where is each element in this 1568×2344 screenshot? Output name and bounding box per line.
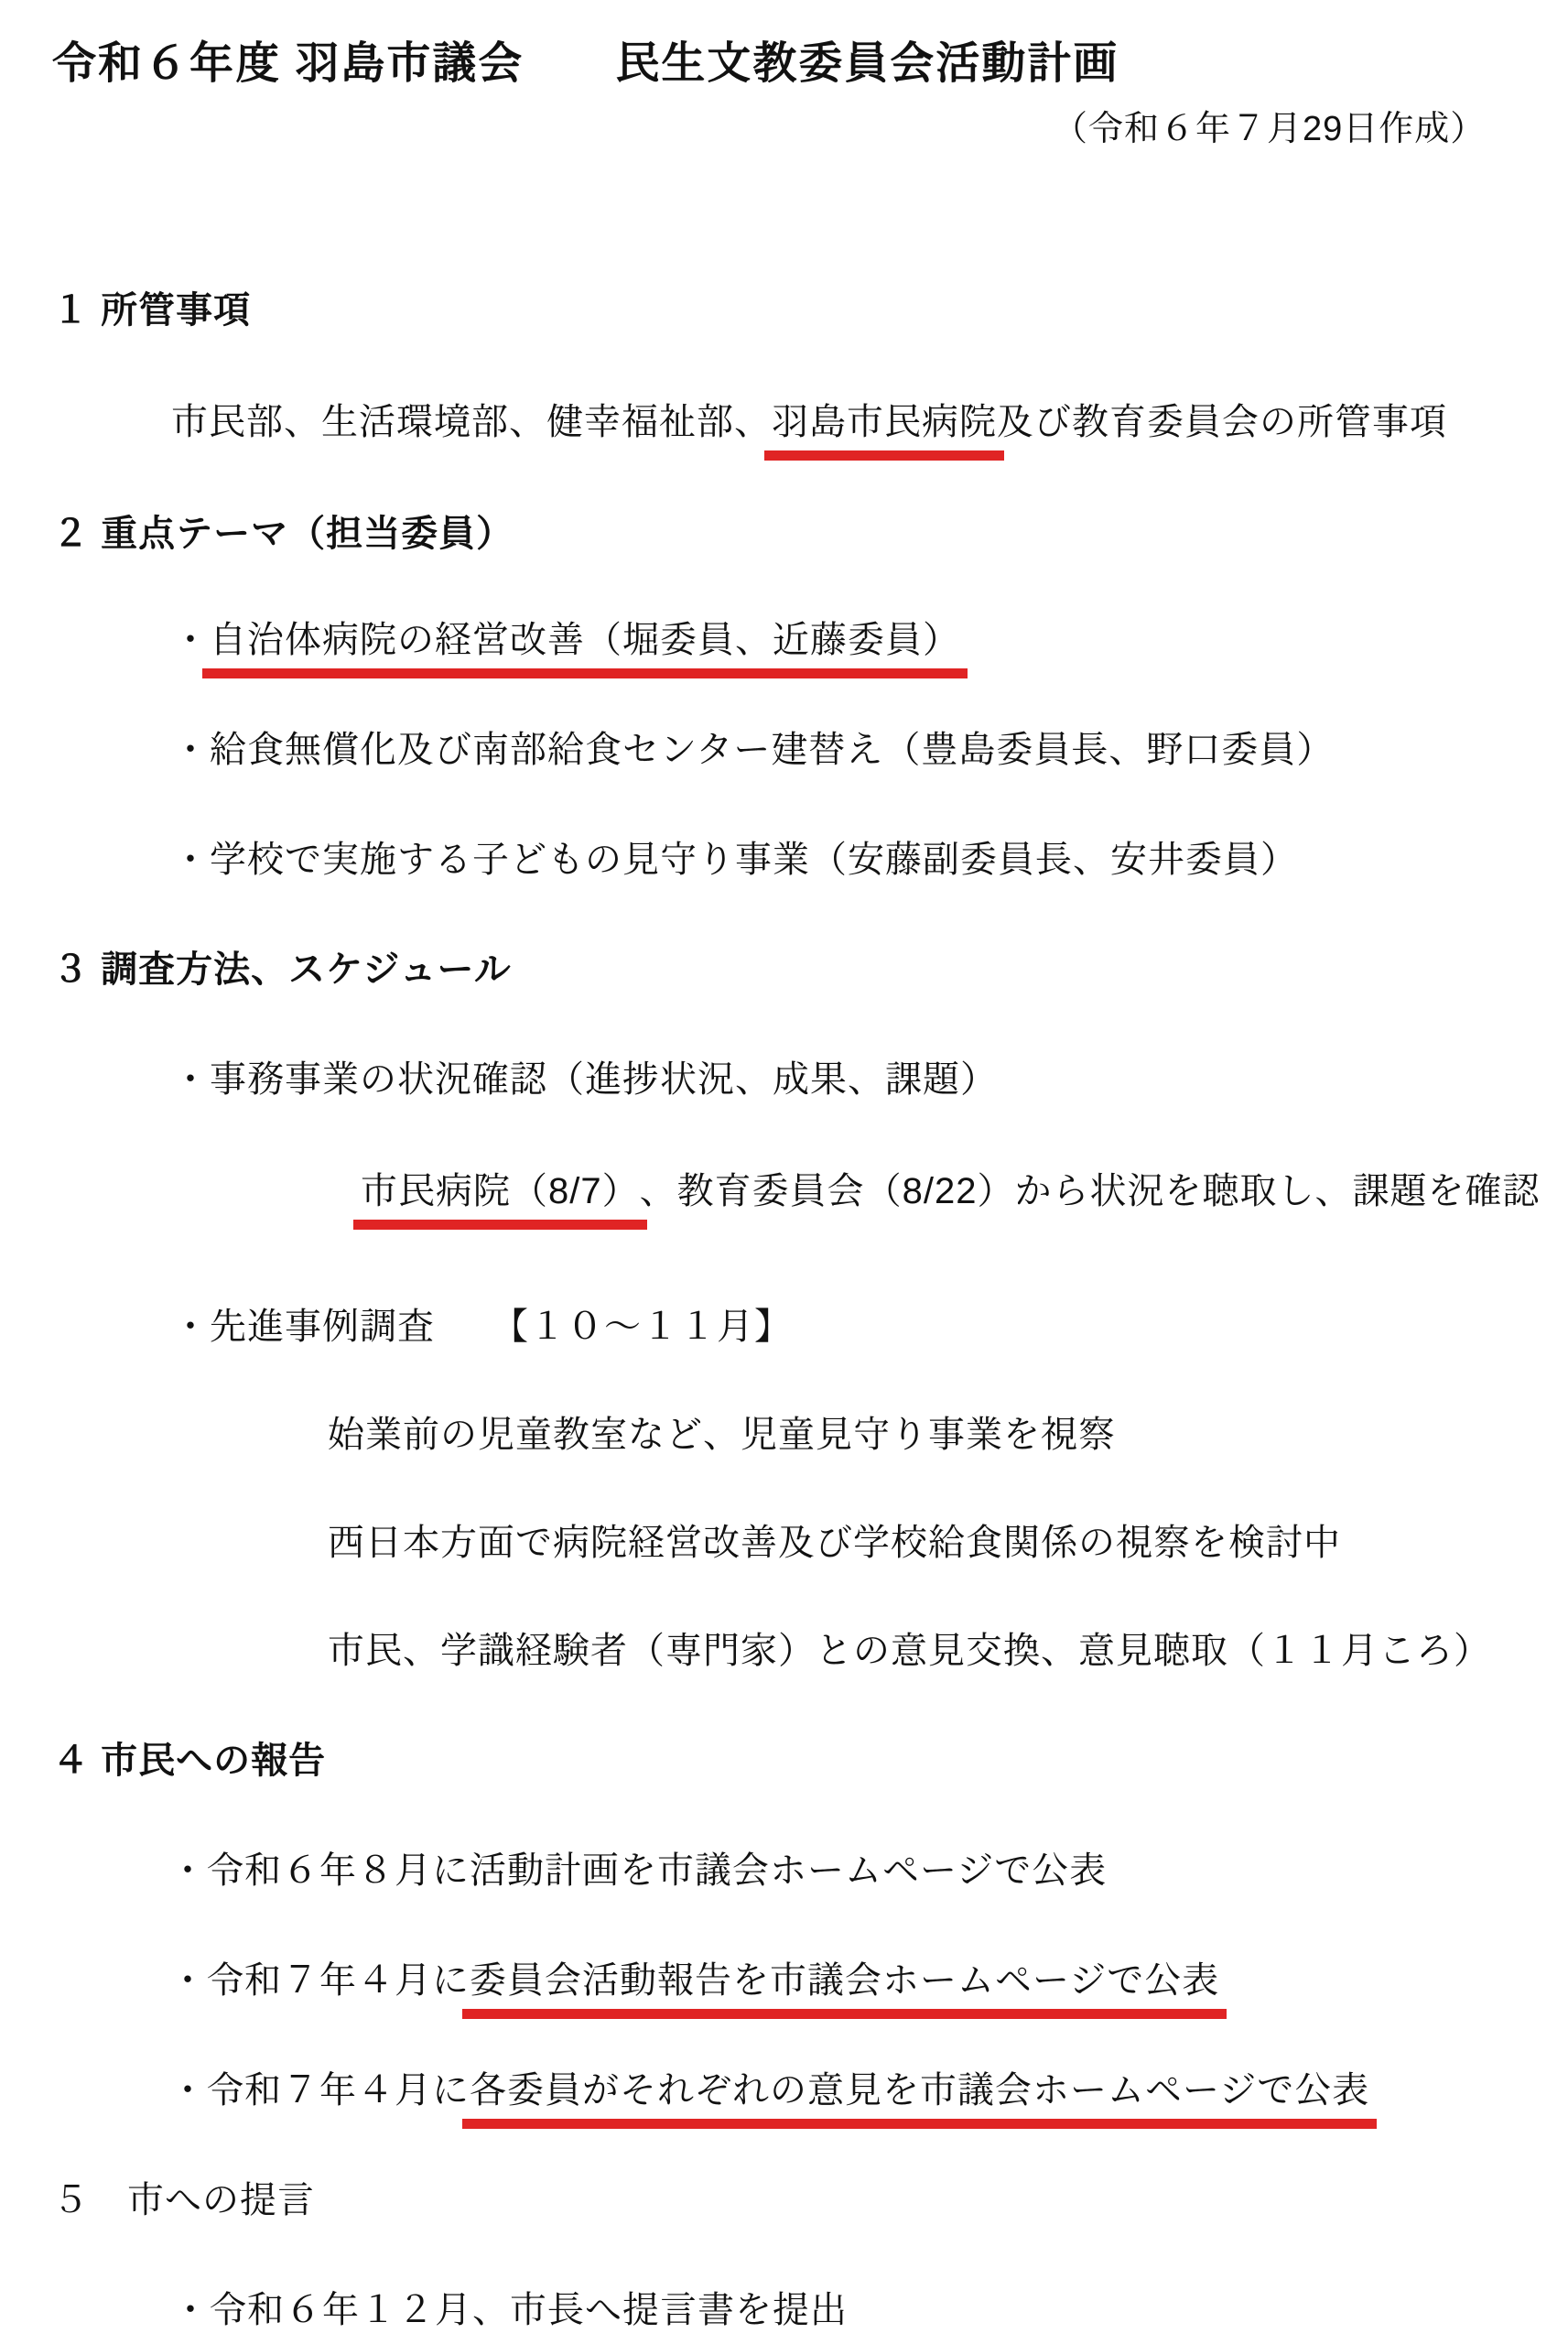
jurisdiction-text-post: 及び教育委員会の所管事項 <box>997 402 1447 442</box>
section-4-heading: ４ 市民への報告 <box>52 1741 327 1781</box>
section-3-heading: ３ 調査方法、スケジュール <box>52 950 512 990</box>
report-item-activity-plan: ・令和６年８月に活動計画を市議会ホームページで公表 <box>169 1850 1108 1891</box>
survey-detail-opinion-exchange: 市民、学識経験者（専門家）との意見交換、意見聴取（１１月ころ） <box>328 1631 1491 1671</box>
survey-item-advanced-case-study: ・先進事例調査 【１０～１１月】 <box>172 1307 792 1347</box>
section-5-heading: ５ 市への提言 <box>52 2180 315 2220</box>
section-2-heading: ２ 重点テーマ（担当委員） <box>52 514 514 554</box>
survey-detail-west-japan-visit: 西日本方面で病院経営改善及び学校給食関係の視察を検討中 <box>328 1523 1341 1563</box>
report-item-member-opinions <box>169 2069 1369 2129</box>
red-underlined-opinions-text: 各委員がそれぞれの意見を市議会ホームページで公表 <box>462 2069 1377 2129</box>
report-item-prefix: ・令和７年４月に <box>169 2070 470 2111</box>
jurisdiction-text-pre: 市民部、生活環境部、健幸福祉部、 <box>171 402 772 442</box>
red-underlined-report-text: 委員会活動報告を市議会ホームページで公表 <box>462 1959 1227 2019</box>
proposal-item-submit-to-mayor: ・令和６年１２月、市長へ提言書を提出 <box>172 2290 848 2330</box>
red-underlined-theme-text: 自治体病院の経営改善（堀委員、近藤委員） <box>202 619 968 678</box>
survey-detail-classroom-visit: 始業前の児童教室など、児童見守り事業を視察 <box>328 1415 1116 1455</box>
report-item-activity-report <box>169 1959 1219 2019</box>
hearing-schedule-post: 、教育委員会（8/22）から状況を聴取し、課題を確認 <box>639 1171 1541 1211</box>
red-underlined-hospital-date-text: 市民病院（8/7） <box>353 1170 647 1230</box>
survey-hearing-schedule-line <box>361 1170 1540 1230</box>
theme-item-school-lunch: ・給食無償化及び南部給食センター建替え（豊島委員長、野口委員） <box>172 730 1335 770</box>
section-1-heading: １ 所管事項 <box>52 290 252 331</box>
theme-item-child-watch: ・学校で実施する子どもの見守り事業（安藤副委員長、安井委員） <box>172 840 1298 880</box>
bullet-marker: ・ <box>172 620 210 660</box>
section-1-jurisdiction-line <box>171 401 1447 461</box>
report-item-prefix: ・令和７年４月に <box>169 1960 470 2001</box>
survey-item-status-check: ・事務事業の状況確認（進捗状況、成果、課題） <box>172 1059 998 1100</box>
document-title: 令和６年度 羽島市議会 民生文教委員会活動計画 <box>52 39 1119 88</box>
theme-item-hospital-management <box>172 619 960 678</box>
red-underlined-hospital-text: 羽島市民病院 <box>764 401 1004 461</box>
creation-date-note: （令和６年７月29日作成） <box>1053 110 1487 148</box>
